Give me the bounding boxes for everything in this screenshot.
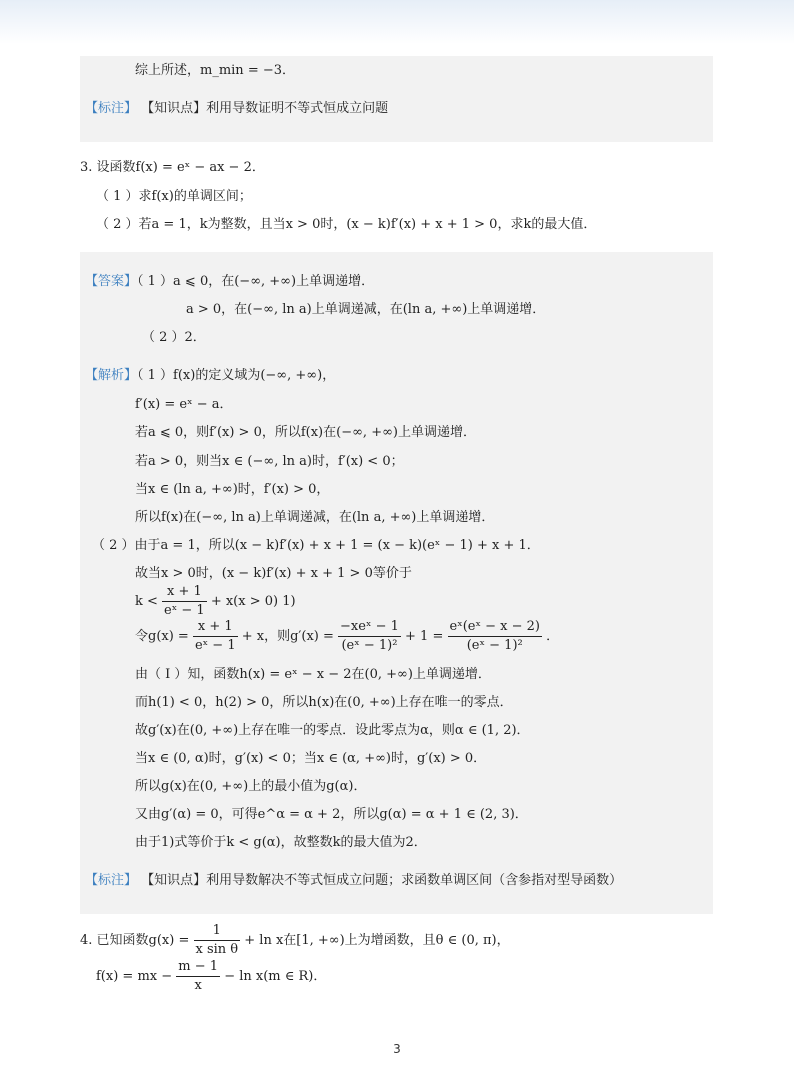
q4-line-2: f(x) = mx − $\frac{m - 1}{x}$ − ln x(m ∈ R)． — [96, 959, 327, 993]
prev-note — [85, 99, 388, 119]
answer-line-3: （ 2 ）2． — [142, 330, 206, 345]
fraction: $\frac{\text{eˣ(eˣ − x − 2)}}{\text{(eˣ − 1)²}}$ — [449, 619, 540, 653]
q3-stem: 3. 设函数f(x) = eˣ − ax − 2． — [80, 160, 265, 175]
analysis-line-6: 所以f(x)在(−∞, ln a)上单调递减，在(ln a, +∞)上单调递增． — [135, 510, 495, 525]
analysis-line-2: f′(x) = eˣ − a． — [135, 397, 233, 412]
note-text: 【知识点】利用导数解决不等式恒成立问题；求函数单调区间（含参指对型导函数） — [141, 873, 623, 888]
analysis2-line-3: 故g′(x)在(0, +∞)上存在唯一的零点．设此零点为α，则α ∈ (1, 2)． — [135, 723, 530, 738]
fraction: $\frac{\text{−xeˣ − 1}}{\text{(eˣ − 1)²}}$ — [340, 619, 399, 653]
analysis2-line-7: 由于1)式等价于k < g(α)，故整数k的最大值为2． — [135, 835, 427, 850]
inequality-line: k < $\frac{x + 1}{\text{eˣ − 1}}$ + x(x > 0) 1) — [135, 584, 296, 618]
fraction: $\frac{1}{\text{x sin θ}}$ — [195, 923, 239, 957]
q3-note — [85, 871, 622, 891]
prev-conclusion: 综上所述，m_min = −3． — [135, 63, 296, 78]
answer-line-1: 【答案】（ 1 ）a ⩽ 0，在(−∞, +∞)上单调递增． — [85, 274, 375, 289]
analysis-tag: 【解析】 — [85, 368, 138, 383]
q3-solution-box — [80, 252, 713, 914]
q3-part2: （ 2 ）若a = 1，k为整数，且当x > 0时，(x − k)f′(x) + x + 1 > 0，求k的最大值． — [96, 217, 597, 232]
analysis-line-5: 当x ∈ (ln a, +∞)时，f′(x) > 0， — [135, 482, 330, 497]
analysis2-line-6: 又由g′(α) = 0，可得e^α = α + 2，所以g(α) = α + 1 ∈ (2, 3)． — [135, 807, 528, 822]
analysis2-line-2: 而h(1) < 0，h(2) > 0，所以h(x)在(0, +∞)上存在唯一的零点． — [135, 695, 513, 710]
q3-part1: （ 1 ）求f(x)的单调区间； — [96, 189, 252, 204]
fraction: $\frac{x + 1}{\text{eˣ − 1}}$ — [164, 584, 205, 618]
fraction: $\frac{x + 1}{\text{eˣ − 1}}$ — [194, 619, 236, 653]
analysis2-line-4: 当x ∈ (0, α)时，g′(x) < 0；当x ∈ (α, +∞)时，g′(x) > 0． — [135, 751, 487, 766]
note-text: 【知识点】利用导数证明不等式恒成立问题 — [141, 101, 389, 116]
note-tag: 【标注】 — [85, 873, 138, 888]
analysis-line-8: 故当x > 0时，(x − k)f′(x) + x + 1 > 0等价于 — [135, 566, 412, 581]
note-tag: 【标注】 — [85, 101, 138, 116]
header-gradient — [0, 0, 794, 44]
analysis2-line-5: 所以g(x)在(0, +∞)上的最小值为g(α)． — [135, 779, 367, 794]
analysis-line-7: （ 2 ）由于a = 1，所以(x − k)f′(x) + x + 1 = (x − k)(eˣ − 1) + x + 1． — [92, 538, 540, 553]
analysis-line-4: 若a > 0，则当x ∈ (−∞, ln a)时，f′(x) < 0； — [135, 454, 404, 469]
analysis-line-3: 若a ⩽ 0，则f′(x) > 0，所以f(x)在(−∞, +∞)上单调递增． — [135, 425, 476, 440]
analysis-line-1: 【解析】（ 1 ）f(x)的定义域为(−∞, +∞)， — [85, 368, 336, 383]
answer-line-2: a > 0，在(−∞, ln a)上单调递减，在(ln a, +∞)上单调递增． — [186, 302, 546, 317]
answer-tag: 【答案】 — [85, 274, 138, 289]
prev-solution-box — [80, 56, 713, 142]
g-definition-line: 令g(x) = $\frac{x + 1}{\text{eˣ − 1}}$ + x，则g′(x) = $\frac{\text{−xeˣ − 1}}{\text{(eˣ − 1)²}}$ + 1 = $\frac{\text{eˣ(eˣ − x − 2)}}{\text{(eˣ − 1)²}}$ ． — [135, 619, 560, 653]
q4-line-1: 4. 已知函数g(x) = $\frac{1}{\text{x sin θ}}$ + ln x在[1, +∞)上为增函数，且θ ∈ (0, π)， — [80, 923, 510, 957]
fraction: $\frac{m - 1}{x}$ — [178, 959, 219, 993]
analysis2-line-1: 由（ Ⅰ ）知，函数h(x) = eˣ − x − 2在(0, +∞)上单调递增． — [135, 667, 491, 682]
page-number: 3 — [393, 1042, 401, 1056]
